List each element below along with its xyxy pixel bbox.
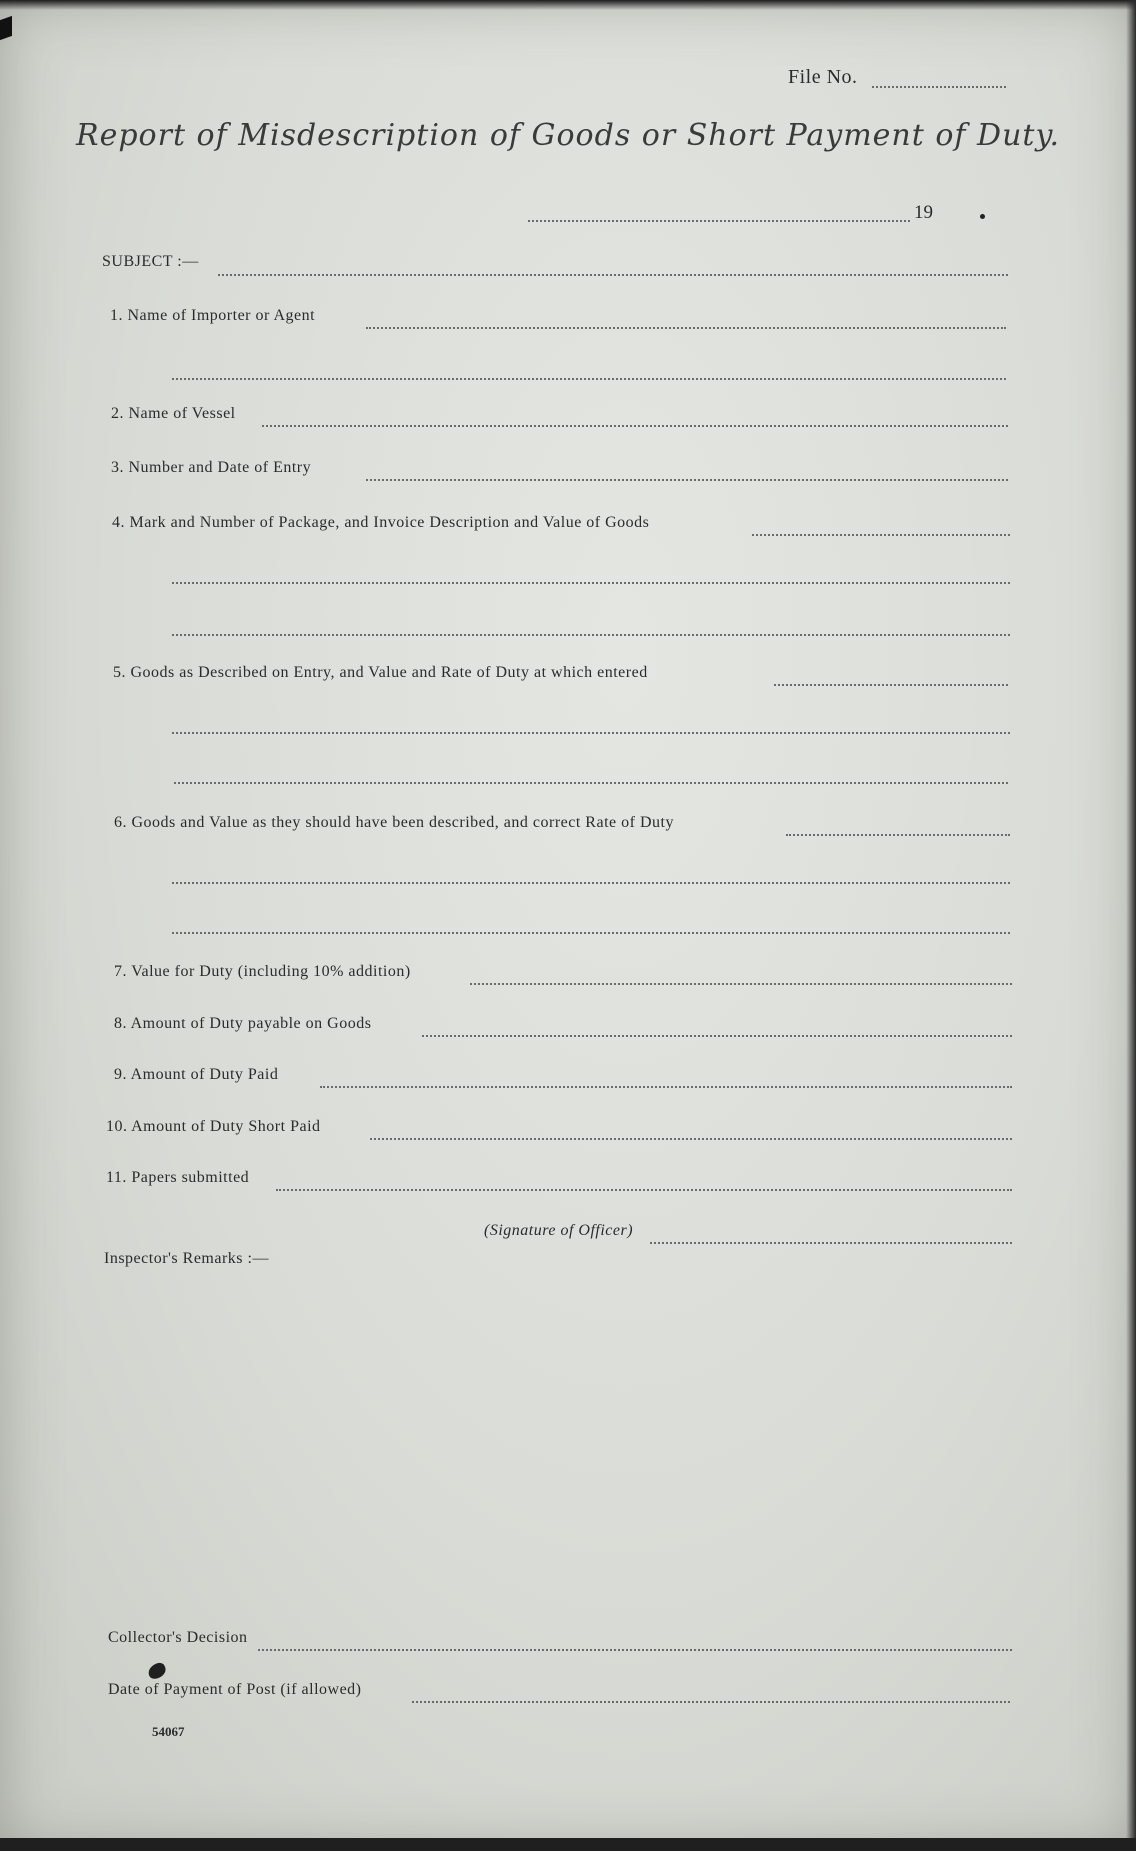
item-5-field-line3[interactable] (174, 780, 1008, 784)
item-9-label: 9. Amount of Duty Paid (114, 1066, 279, 1083)
item-9-field[interactable] (320, 1084, 1012, 1088)
item-10-field[interactable] (370, 1136, 1012, 1140)
item-8-field[interactable] (422, 1033, 1012, 1037)
item-8-label: 8. Amount of Duty payable on Goods (114, 1015, 372, 1032)
item-4-label: 4. Mark and Number of Package, and Invoice Description and Value of Goods (112, 514, 650, 531)
item-11-label: 11. Papers submitted (106, 1169, 250, 1186)
item-4-field[interactable] (752, 532, 1010, 536)
dot-mark (980, 214, 985, 219)
file-number-label: File No. (788, 66, 858, 88)
item-7-label: 7. Value for Duty (including 10% addition) (114, 963, 411, 980)
item-5-field-line2[interactable] (172, 730, 1010, 734)
page-title: Report of Misdescription of Goods or Short Payment of Duty. (76, 118, 1060, 153)
item-2-label: 2. Name of Vessel (111, 405, 236, 422)
item-5-field[interactable] (774, 682, 1008, 686)
item-1-field[interactable] (366, 325, 1006, 329)
subject-label: SUBJECT :— (102, 253, 199, 270)
scan-edge-right (1126, 0, 1136, 1851)
ink-smudge (146, 1661, 168, 1681)
date-of-payment-label: Date of Payment of Post (if allowed) (108, 1681, 362, 1698)
item-4-field-line3[interactable] (172, 632, 1010, 636)
item-7-field[interactable] (470, 981, 1012, 985)
item-4-field-line2[interactable] (172, 580, 1010, 584)
item-5-label: 5. Goods as Described on Entry, and Value and Rate of Duty at which entered (113, 664, 648, 681)
item-11-field[interactable] (276, 1187, 1012, 1191)
form-number: 54067 (152, 1724, 185, 1739)
date-field[interactable] (528, 218, 910, 222)
scan-edge-bottom (0, 1838, 1136, 1851)
date-of-payment-field[interactable] (412, 1699, 1010, 1703)
item-3-label: 3. Number and Date of Entry (111, 459, 312, 476)
item-1-field-line2[interactable] (172, 376, 1006, 380)
inspector-remarks-area[interactable] (104, 1280, 1010, 1610)
collector-decision-label: Collector's Decision (108, 1629, 248, 1646)
item-3-field[interactable] (366, 477, 1008, 481)
file-number-field[interactable] (872, 84, 1006, 88)
item-6-field[interactable] (786, 832, 1010, 836)
item-6-label: 6. Goods and Value as they should have been described, and correct Rate of Duty (114, 814, 674, 831)
subject-field[interactable] (218, 272, 1008, 276)
item-6-field-line2[interactable] (172, 880, 1010, 884)
item-10-label: 10. Amount of Duty Short Paid (106, 1118, 321, 1135)
signature-label: (Signature of Officer) (484, 1222, 634, 1239)
scan-edge-top (0, 0, 1136, 10)
item-1-label: 1. Name of Importer or Agent (110, 307, 316, 324)
inspector-remarks-label: Inspector's Remarks :— (104, 1250, 269, 1267)
collector-decision-field[interactable] (258, 1647, 1012, 1651)
item-6-field-line3[interactable] (172, 930, 1010, 934)
signature-field[interactable] (650, 1240, 1012, 1244)
year-label: 19 (914, 202, 933, 223)
corner-mark (0, 16, 12, 40)
item-2-field[interactable] (262, 423, 1008, 427)
